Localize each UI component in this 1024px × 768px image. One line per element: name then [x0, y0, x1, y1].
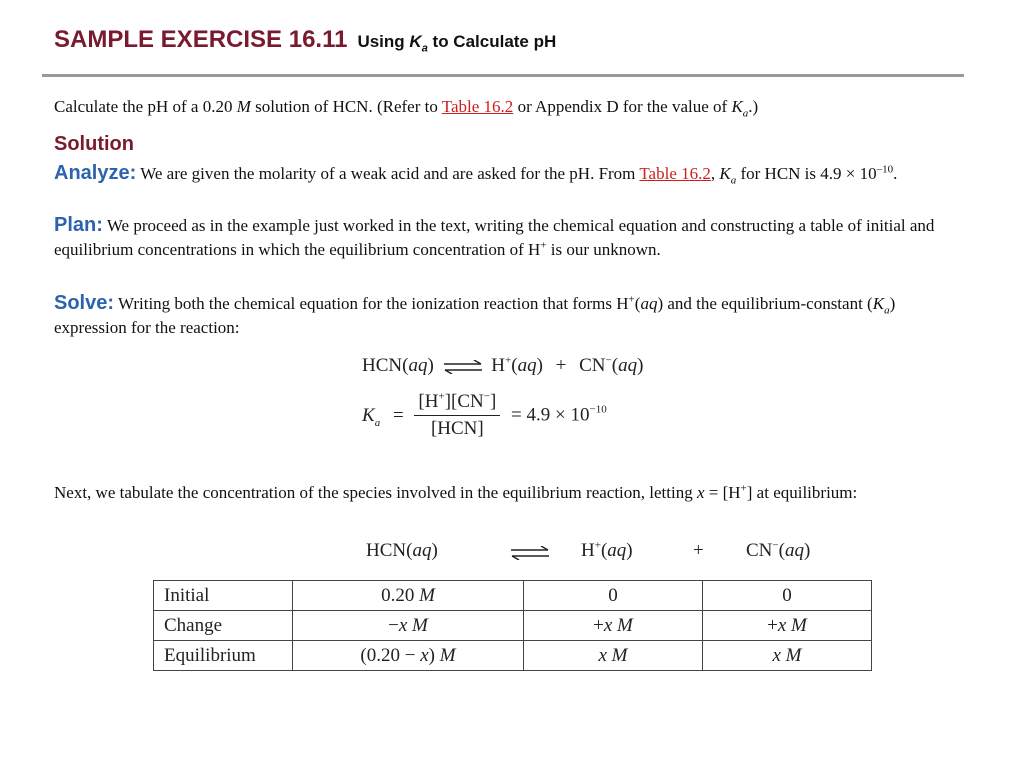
- table-header-reactant: HCN(aq): [366, 540, 438, 561]
- ice-table: [153, 580, 872, 671]
- table-header-proton: H+(aq): [581, 539, 633, 561]
- solve-paragraph: Solve: Writing both the chemical equation for the ionization reaction that forms H+(aq) and the equilibrium-constant $(K_a)$ expression for the reaction:: [54, 292, 896, 337]
- table-row-initial: [154, 581, 872, 611]
- exercise-subtitle: Using $K_a$ to Calculate pH: [357, 32, 557, 55]
- table-header-plus: +: [693, 540, 704, 561]
- solve-label: Solve:: [54, 292, 115, 314]
- cyanide-cell: 0: [703, 581, 872, 611]
- cyanide-cell: +x M: [703, 611, 872, 641]
- row-label: Equilibrium: [154, 641, 293, 671]
- table-16-2-link-analyze[interactable]: Table 16.2: [639, 164, 711, 183]
- plan-label: Plan:: [54, 214, 103, 236]
- table-16-2-link[interactable]: Table 16.2: [441, 97, 514, 116]
- proton-cell: 0: [524, 581, 703, 611]
- proton-cell: x M: [524, 641, 703, 671]
- table-equilibrium-arrows-icon: [510, 546, 550, 560]
- title-divider: [42, 74, 964, 77]
- analyze-paragraph: Analyze: We are given the molarity of a weak acid and are asked for the pH. From Table 16.2, $K_a$ for HCN is $4.9 \times 10^{-10}$.: [54, 162, 898, 187]
- cyanide-cell: x M: [703, 641, 872, 671]
- ka-fraction: $\frac{[H^+][CN^-]}{\text{[HCN]}}$: [414, 391, 500, 440]
- hcn-cell: (0.20 − x) M: [293, 641, 524, 671]
- page-title: [54, 26, 556, 54]
- equilibrium-arrows-icon: [443, 360, 483, 374]
- exercise-number: SAMPLE EXERCISE 16.11: [54, 26, 348, 53]
- proton-cell: +x M: [524, 611, 703, 641]
- row-label: Change: [154, 611, 293, 641]
- analyze-label: Analyze:: [54, 162, 137, 184]
- tabulate-paragraph: Next, we tabulate the concentration of the species involved in the equilibrium reaction, letting x = [H+] at equilibrium:: [54, 482, 858, 502]
- table-header-cyanide: CN−(aq): [746, 539, 811, 561]
- plan-paragraph: Plan: We proceed as in the example just worked in the text, writing the chemical equation and constructing a table of initial and equilibrium concentrations in which the equilibrium concentration of H+ is our unknown.: [54, 214, 935, 259]
- solution-heading: Solution: [54, 133, 134, 155]
- table-row-change: [154, 611, 872, 641]
- hcn-cell: −x M: [293, 611, 524, 641]
- row-label: Initial: [154, 581, 293, 611]
- problem-statement: Calculate the pH of a 0.20 M solution of HCN. (Refer to Table 16.2 or Appendix D for the value of $K_a$.): [54, 97, 759, 120]
- ka-expression: $K_a$ = $\frac{[H^+][CN^-]}{\text{[HCN]}}$ = $4.9 \times 10^{-10}$: [362, 390, 607, 439]
- ionization-equation: HCN(aq) H+(aq) + CN−(aq): [362, 354, 644, 376]
- table-row-equilibrium: [154, 641, 872, 671]
- hcn-cell: 0.20 M: [293, 581, 524, 611]
